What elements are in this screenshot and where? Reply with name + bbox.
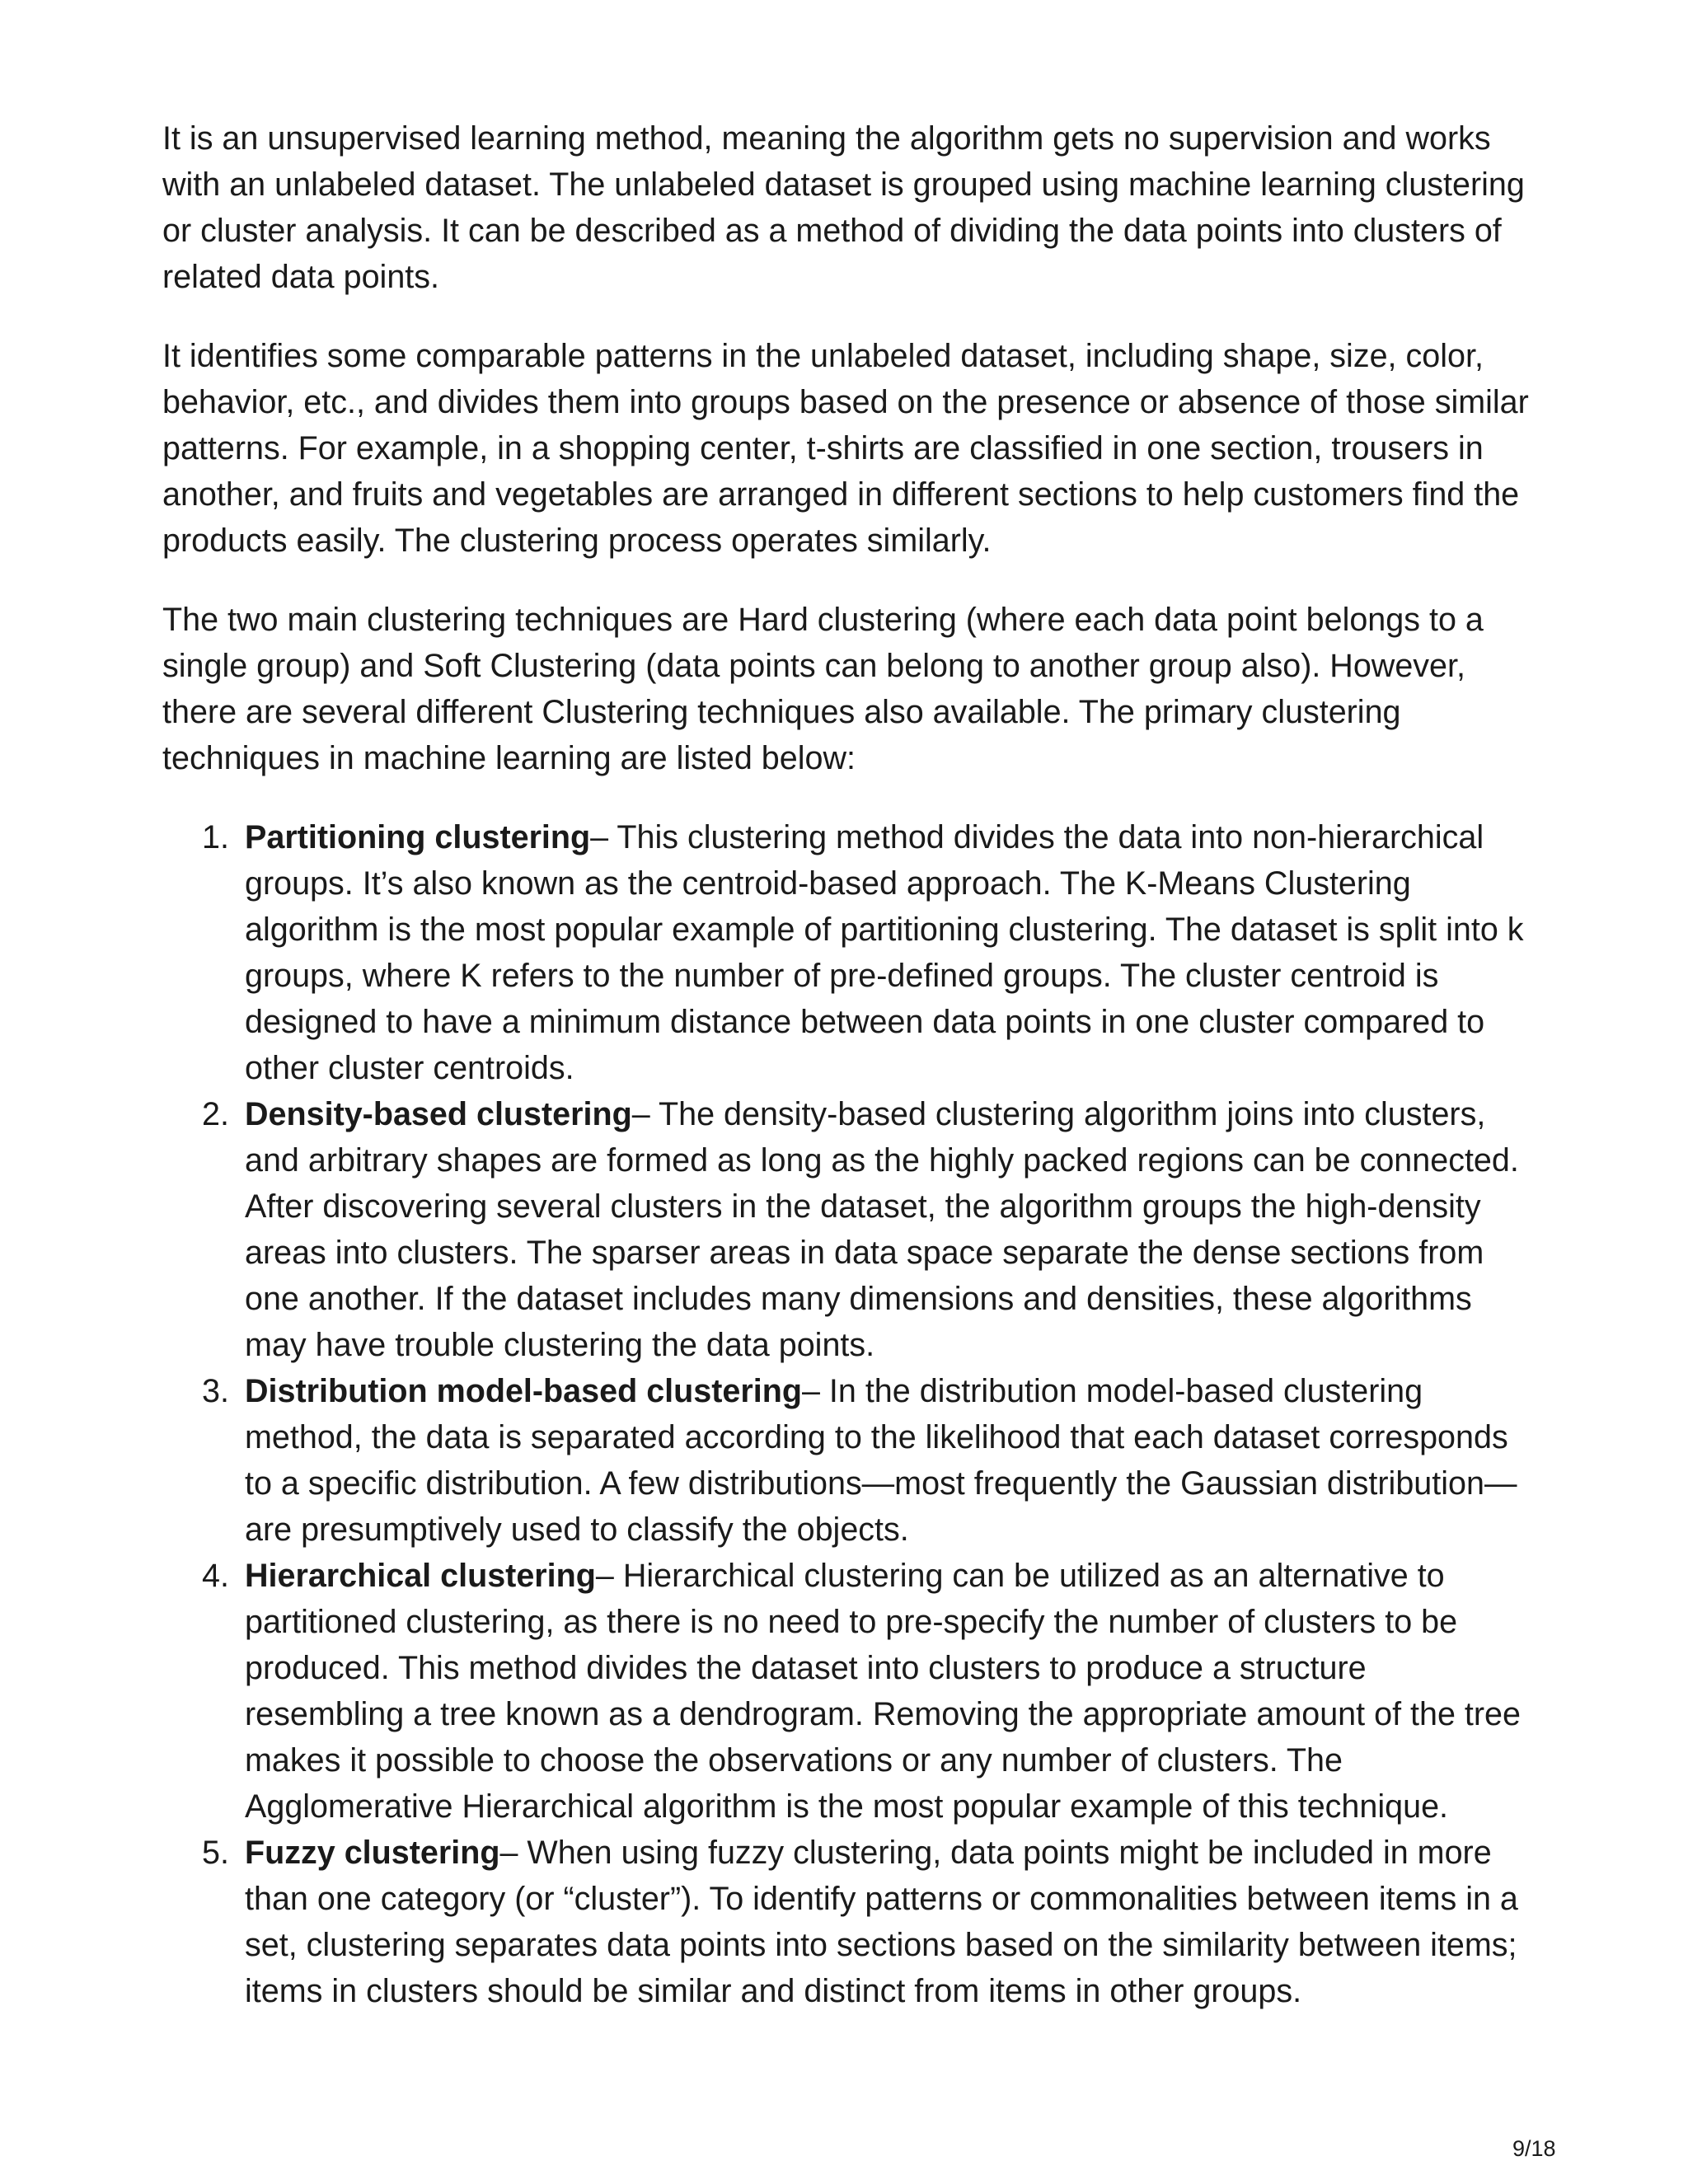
list-item-number: 2. (202, 1096, 229, 1132)
list-item-term: Fuzzy clustering (245, 1835, 500, 1871)
list-item-hierarchical (202, 1553, 1531, 1830)
list-item-number: 5. (202, 1835, 229, 1871)
list-item-number: 1. (202, 819, 229, 855)
list-item-number: 4. (202, 1558, 229, 1594)
list-item-partitioning (202, 814, 1531, 1091)
list-item-description: – When using fuzzy clustering, data points might be included in more than one category (or “cluster”). To identify patterns or commonalities between items in a set, clustering separates data points into sections based on the similarity between items; items in clusters should be similar and distinct from items in other groups. (245, 1835, 1518, 2009)
intro-paragraph-1: It is an unsupervised learning method, meaning the algorithm gets no supervision and works with an unlabeled dataset. The unlabeled dataset is grouped using machine learning clustering or cluster analysis. It can be described as a method of dividing the data points into clusters of related data points. (162, 120, 1525, 295)
clustering-techniques-list (162, 814, 1531, 2014)
list-item-description: – In the distribution model-based clustering method, the data is separated according to the likelihood that each dataset corresponds to a specific distribution. A few distributions—most frequently the Gaussian distribution—are presumptively used to classify the objects. (245, 1373, 1517, 1548)
list-item-term: Distribution model-based clustering (245, 1373, 802, 1409)
list-item-description: – This clustering method divides the data into non-hierarchical groups. It’s also known as the centroid-based approach. The K-Means Clustering algorithm is the most popular example of partitioning clustering. The dataset is split into k groups, where K refers to the number of pre-defined groups. The cluster centroid is designed to have a minimum distance between data points in one cluster compared to other cluster centroids. (245, 819, 1524, 1086)
page-number: 9/18 (1512, 2136, 1556, 2161)
intro-paragraph-3: The two main clustering techniques are Hard clustering (where each data point belongs to a single group) and Soft Clustering (data points can belong to another group also). However, there are several different Clustering techniques also available. The primary clustering techniques in machine learning are listed below: (162, 602, 1484, 776)
list-item-number: 3. (202, 1373, 229, 1409)
intro-paragraph-2: It identifies some comparable patterns in the unlabeled dataset, including shape, size, color, behavior, etc., and divides them into groups based on the presence or absence of those similar patterns. For example, in a shopping center, t-shirts are classified in one section, trousers in another, and fruits and vegetables are arranged in different sections to help customers find the products easily. The clustering process operates similarly. (162, 338, 1529, 559)
list-item-description: – Hierarchical clustering can be utilized as an alternative to partitioned clustering, as there is no need to pre-specify the number of clusters to be produced. This method divides the dataset into clusters to produce a structure resembling a tree known as a dendrogram. Removing the appropriate amount of the tree makes it possible to choose the observations or any number of clusters. The Agglomerative Hierarchical algorithm is the most popular example of this technique. (245, 1558, 1521, 1825)
document-body (162, 115, 1531, 2014)
list-item-distribution-model (202, 1368, 1531, 1553)
list-item-term: Hierarchical clustering (245, 1558, 596, 1594)
list-item-term: Partitioning clustering (245, 819, 591, 855)
list-item-description: – The density-based clustering algorithm joins into clusters, and arbitrary shapes are formed as long as the highly packed regions can be connected. After discovering several clusters in the dataset, the algorithm groups the high-density areas into clusters. The sparser areas in data space separate the dense sections from one another. If the dataset includes many dimensions and densities, these algorithms may have trouble clustering the data points. (245, 1096, 1519, 1363)
list-item-term: Density-based clustering (245, 1096, 632, 1132)
list-item-fuzzy (202, 1830, 1531, 2014)
list-item-density-based (202, 1091, 1531, 1368)
